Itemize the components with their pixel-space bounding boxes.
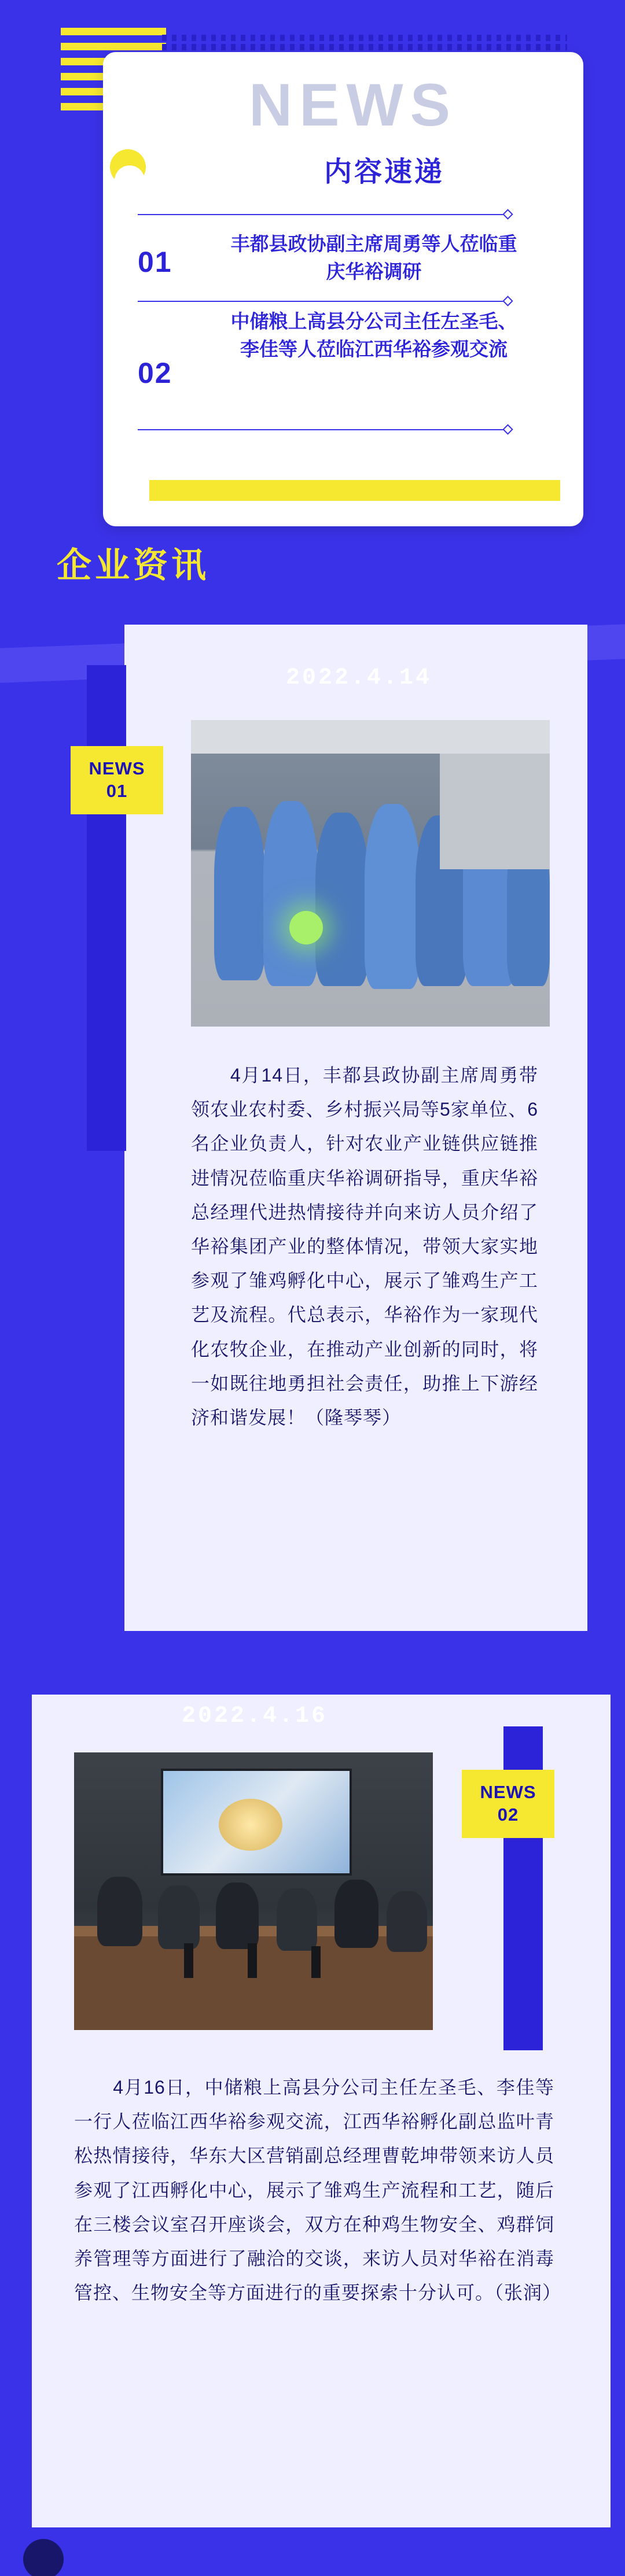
toc-item-text: 中储粮上高县分公司主任左圣毛、李佳等人莅临江西华裕参观交流 <box>230 311 517 360</box>
article-1-badge <box>71 746 163 814</box>
article-2-body: 4月16日，中储粮上高县分公司主任左圣毛、李佳等一行人莅临江西华裕参观交流，江西华裕孵化副总监叶青松热情接待，华东大区营销副总经理曹乾坤带领来访人员参观了江西孵化中心，展示了雏鸡生产流程和工艺，随后在三楼会议室召开座谈会，双方在种鸡生物安全、鸡群饲养管理等方面进行了融洽的交谈，来访人员对华裕在消毒管控、生物安全等方面进行的重要探索十分认可。（张润） <box>74 2077 562 2304</box>
badge-label: NEWS <box>89 758 145 779</box>
article-1-body: 4月14日，丰都县政协副主席周勇带领农业农村委、乡村振兴局等5家单位、6名企业负责人，针对农业产业链供应链推进情况莅临重庆华裕调研指导，重庆华裕总经理代进热情接待并向来访人员介绍了华裕集团产业的整体情况，带领大家实地参观了雏鸡孵化中心，展示了雏鸡生产工艺及流程。代总表示，华裕作为一家现代化农牧企业，在推动产业创新的同时，将一如既往地勇担社会责任，助推上下游经济和谐发展！（隆琴琴） <box>191 1065 538 1428</box>
badge-number: 01 <box>106 781 128 801</box>
toc-item-number: 02 <box>138 357 172 389</box>
section-title: 企业资讯 <box>57 546 209 585</box>
yellow-bar-decoration <box>149 480 560 501</box>
article-2-badge <box>462 1770 554 1838</box>
white-circle-decoration <box>115 165 145 195</box>
badge-number: 02 <box>497 1804 519 1825</box>
bottom-circle-decoration <box>23 2539 64 2576</box>
badge-label: NEWS <box>480 1782 536 1803</box>
news-title-en: NEWS <box>249 72 457 139</box>
toc-item-text: 丰都县政协副主席周勇等人莅临重庆华裕调研 <box>230 233 517 282</box>
article-2-photo <box>74 1752 433 2030</box>
toc-item-number: 01 <box>138 246 172 278</box>
article-2-date: 2022.4.16 <box>181 1703 328 1729</box>
toc-item-02[interactable] <box>138 301 566 434</box>
article-1-photo <box>191 720 550 1027</box>
news-title-cn: 内容速递 <box>324 157 445 187</box>
toc-item-01[interactable] <box>138 214 566 301</box>
article-1-accent-block <box>87 665 126 1151</box>
article-1-date: 2022.4.14 <box>285 665 432 691</box>
